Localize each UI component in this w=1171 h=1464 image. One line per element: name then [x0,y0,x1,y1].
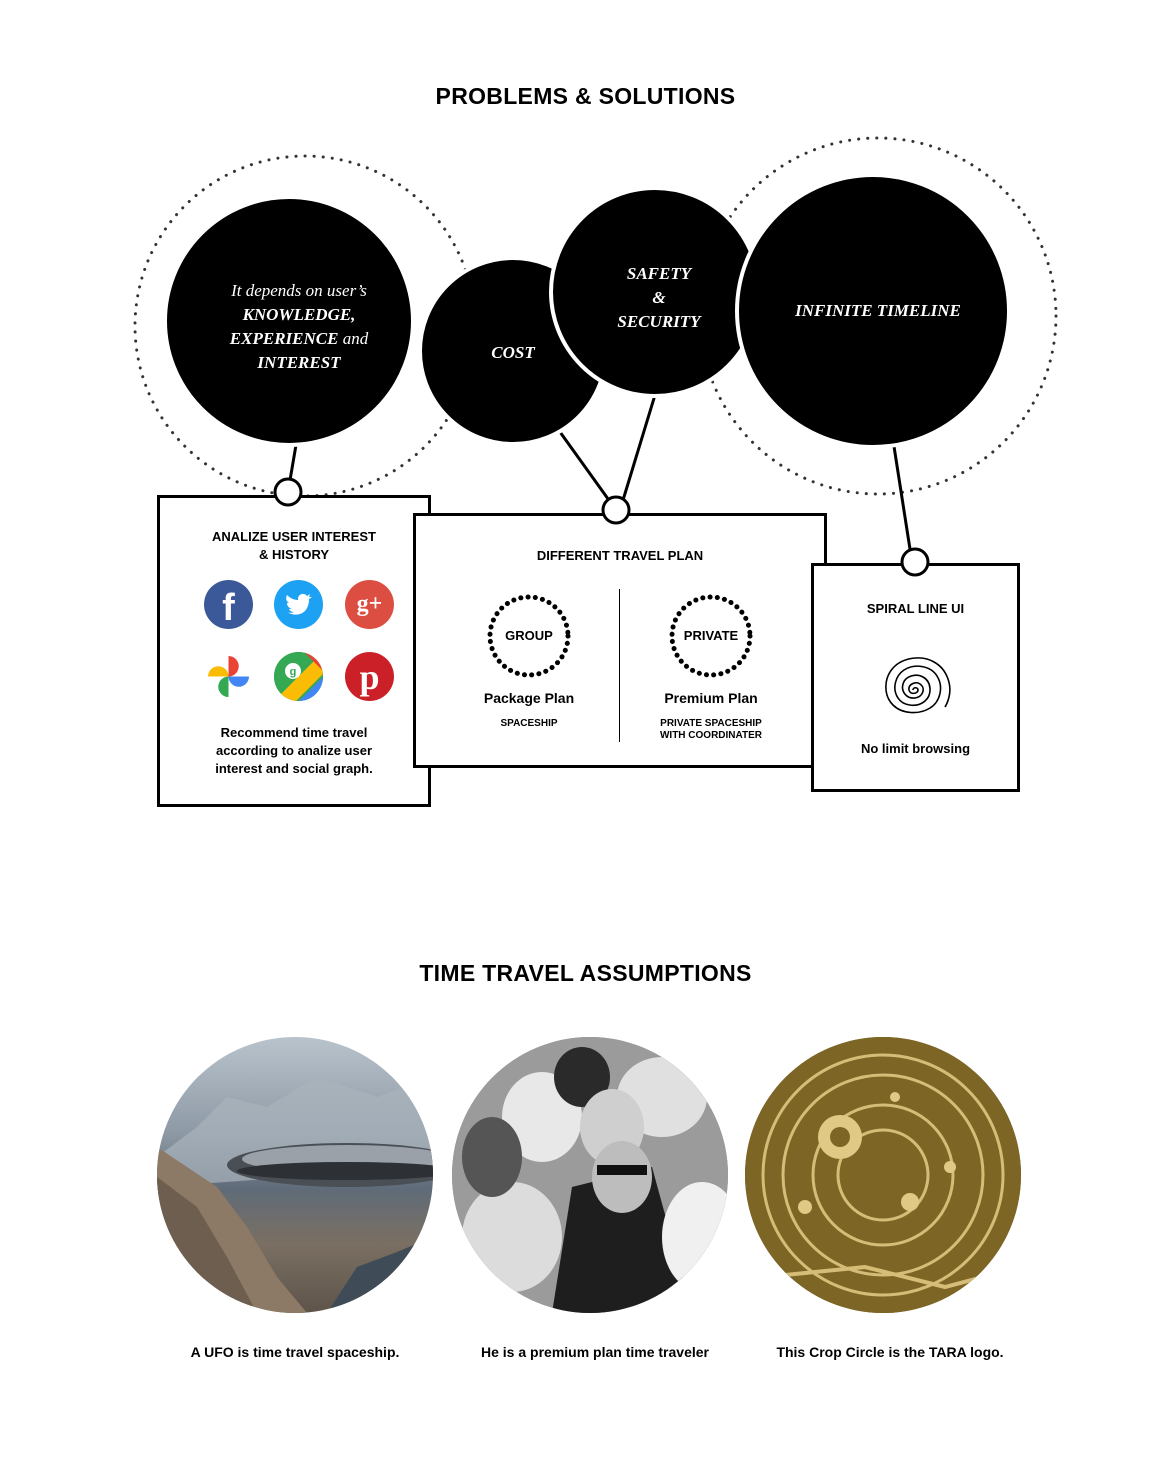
photo-crop-circle [745,1037,1021,1313]
section-title-assumptions: TIME TRAVEL ASSUMPTIONS [419,960,752,986]
box-interest-desc-line1: Recommend time travel [220,725,368,740]
bubble-safety-line3: SECURITY [617,312,701,331]
photo-time-traveler [452,1037,728,1313]
bubble-interest-line3a: EXPERIENCE [229,329,339,348]
bubble-interest-line1: It depends on user’s [231,281,367,300]
caption-time-traveler: He is a premium plan time traveler [481,1344,709,1360]
plan-group-sub: SPACESHIP [500,718,558,729]
pinterest-icon: p [345,652,394,701]
bubble-safety-line2: & [652,288,666,307]
plan-private-sub-line2: WITH COORDINATER [659,730,763,741]
box-interest-desc-line2: according to analize user [215,743,373,758]
plan-private-name: Premium Plan [664,690,758,706]
anchor-ring-interest [275,479,301,505]
caption-crop-circle: This Crop Circle is the TARA logo. [776,1344,1004,1360]
box-spiral-title: SPIRAL LINE UI [866,601,965,616]
box-interest-title-line1: ANALIZE USER INTEREST [212,529,376,544]
box-spiral-description: No limit browsing [860,741,971,756]
bubble-timeline-text: INFINITE TIMELINE [795,301,961,320]
bubble-interest-line2: KNOWLEDGE, [242,305,356,324]
plan-private-ring-label: PRIVATE [683,628,739,643]
bubble-interest-line3b: and [342,329,369,348]
anchor-ring-plan [603,497,629,523]
bubble-interest-line4: INTEREST [257,353,341,372]
box-interest-title-line2: & HISTORY [258,547,330,562]
google-plus-icon: g+ [345,580,394,629]
box-plan-title: DIFFERENT TRAVEL PLAN [536,548,704,563]
bubble-cost-text: COST [491,343,535,362]
facebook-icon: f [204,580,253,629]
box-interest-desc-line3: interest and social graph. [215,761,373,776]
caption-ufo: A UFO is time travel spaceship. [190,1344,400,1360]
svg-text:g: g [289,666,297,678]
anchor-ring-spiral [902,549,928,575]
photo-ufo [157,1037,433,1313]
section-title-problems: PROBLEMS & SOLUTIONS [435,83,736,109]
plan-group-name: Package Plan [483,690,575,706]
plan-private-sub-line1: PRIVATE SPACESHIP [660,718,762,729]
plan-group-ring-label: GROUP [505,628,553,643]
bubble-safety-line1: SAFETY [626,264,692,283]
